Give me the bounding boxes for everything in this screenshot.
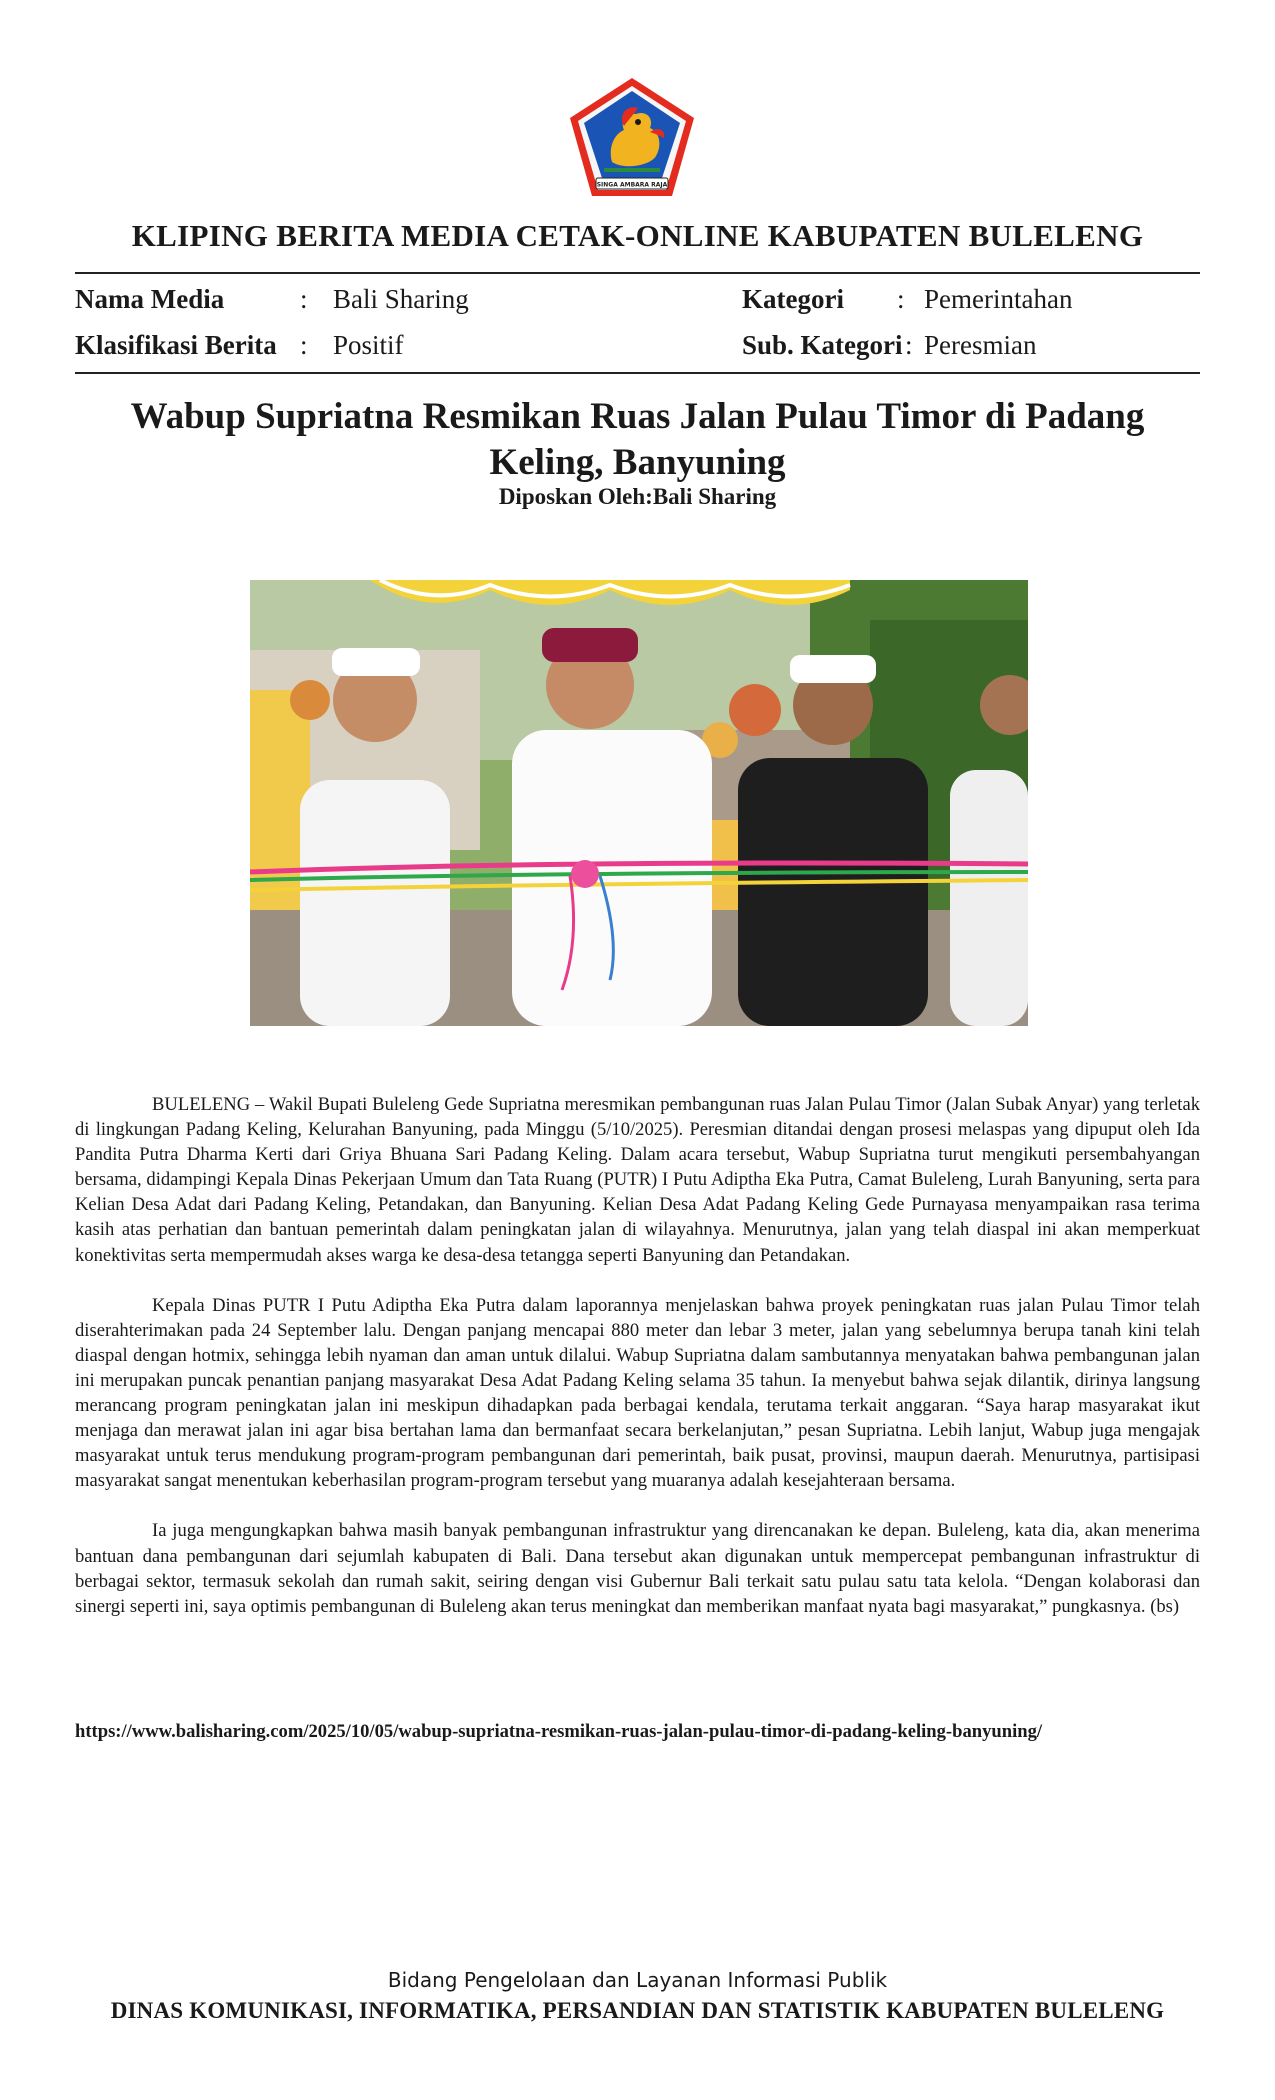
article-paragraph: Kepala Dinas PUTR I Putu Adiptha Eka Putra dalam laporannya menjelaskan bahwa proyek peningkatan ruas jalan Pulau Timor telah diserahterimakan pada 24 September lalu. Dengan panjang mencapai 880 meter dan lebar 3 meter, jalan yang sebelumnya berupa tanah kini telah diaspal dengan hotmix, sehingga lebih nyaman dan aman untuk dilalui. Wabup Supriatna dalam sambutannya menyatakan bahwa pembangunan jalan ini merupakan puncak penantian panjang masyarakat Desa Adat Padang Keling selama 35 tahun. Ia menyebut bahwa sejak dilantik, dirinya langsung merancang program peningkatan jalan ini meskipun dihadapkan pada berbagai kendala, terutama terkait anggaran. “Saya harap masyarakat ikut menjaga dan merawat jalan ini agar bisa bertahan lama dan bermanfaat secara berkelanjutan,” pesan Supriatna. Lebih lanjut, Wabup juga mengajak masyarakat untuk terus mendukung program-program pembangunan dari pemerintah, baik pusat, provinsi, maupun daerah. Menurutnya, partisipasi masyarakat sangat menentukan keberhasilan program-program tersebut yang muaranya adalah kesejahteraan bersama. [75, 1294, 1200, 1492]
kategori-label: Kategori [742, 284, 844, 314]
header-divider-top [75, 272, 1200, 274]
media-value: Bali Sharing [333, 284, 469, 314]
source-url-link[interactable]: https://www.balisharing.com/2025/10/05/wabup-supriatna-resmikan-ruas-jalan-pulau-timor-di-padang-keling-banyuning/ [75, 1721, 1043, 1742]
media-colon: : [300, 284, 308, 314]
subkategori-colon: : [905, 330, 913, 360]
article-paragraph: BULELENG – Wakil Bupati Buleleng Gede Supriatna meresmikan pembangunan ruas Jalan Pulau Timor (Jalan Subak Anyar) yang terletak di lingkungan Padang Keling, Kelurahan Banyuning, pada Minggu (5/10/2025). Peresmian ditandai dengan prosesi melaspas yang dipuput oleh Ida Pandita Putra Dharma Kerti dari Griya Bhuana Sari Padang Keling. Dalam acara tersebut, Wabup Supriatna turut mengikuti persembahyangan bersama, didampingi Kepala Dinas Pekerjaan Umum dan Tata Ruang (PUTR) I Putu Adiptha Eka Putra, Camat Buleleng, Lurah Banyuning, serta para Kelian Desa Adat dari Padang Keling, Petandakan, dan Banyuning. Kelian Desa Adat Padang Keling Gede Purnayasa menyampaikan rasa terima kasih atas perhatian dan bantuan pemerintah dalam peningkatan jalan di wilayahnya. Menurutnya, jalan yang telah diaspal ini akan memperkuat konektivitas serta mempermudah akses warga ke desa-desa tetangga seperti Banyuning dan Petandakan. [75, 1094, 1200, 1266]
article-title: Wabup Supriatna Resmikan Ruas Jalan Pulau Timor di Padang Keling, Banyuning [130, 396, 1145, 483]
article-byline: Diposkan Oleh:Bali Sharing [498, 484, 777, 509]
article-paragraph: Ia juga mengungkapkan bahwa masih banyak pembangunan infrastruktur yang direncanakan ke depan. Buleleng, kata dia, akan menerima bantuan dana pembangunan dari sejumlah kabupaten di Bali. Dana tersebut akan digunakan untuk mempercepat pembangunan infrastruktur di berbagai sektor, termasuk sekolah dan rumah sakit, seiring dengan visi Gubernur Bali terkait satu pulau satu tata kelola. “Dengan kolaborasi dan sinergi seperti ini, saya optimis pembangunan di Buleleng akan terus meningkat dan memberikan manfaat nyata bagi masyarakat,” pungkasnya. (bs) [75, 1520, 1200, 1617]
subkategori-label: Sub. Kategori [742, 330, 903, 360]
footer-unit-name: Bidang Pengelolaan dan Layanan Informasi Publik [387, 1968, 888, 1992]
clipping-header-title: KLIPING BERITA MEDIA CETAK-ONLINE KABUPATEN BULELENG [131, 218, 1144, 253]
kategori-colon: : [897, 284, 905, 314]
footer-office-name: DINAS KOMUNIKASI, INFORMATIKA, PERSANDIAN DAN STATISTIK KABUPATEN BULELENG [110, 1998, 1165, 2023]
subkategori-value: Peresmian [924, 330, 1037, 360]
ribbon-cutting-ceremony-photo [250, 580, 1028, 1026]
header-divider-bottom [75, 372, 1200, 374]
media-label: Nama Media [75, 284, 225, 314]
buleleng-regency-crest-icon [564, 74, 700, 202]
klasifikasi-colon: : [300, 330, 308, 360]
klasifikasi-label: Klasifikasi Berita [75, 330, 277, 360]
kategori-value: Pemerintahan [924, 284, 1073, 314]
klasifikasi-value: Positif [333, 330, 404, 360]
article-body [75, 1092, 1200, 1644]
crest-motto: SINGA AMBARA RAJA [596, 181, 668, 189]
